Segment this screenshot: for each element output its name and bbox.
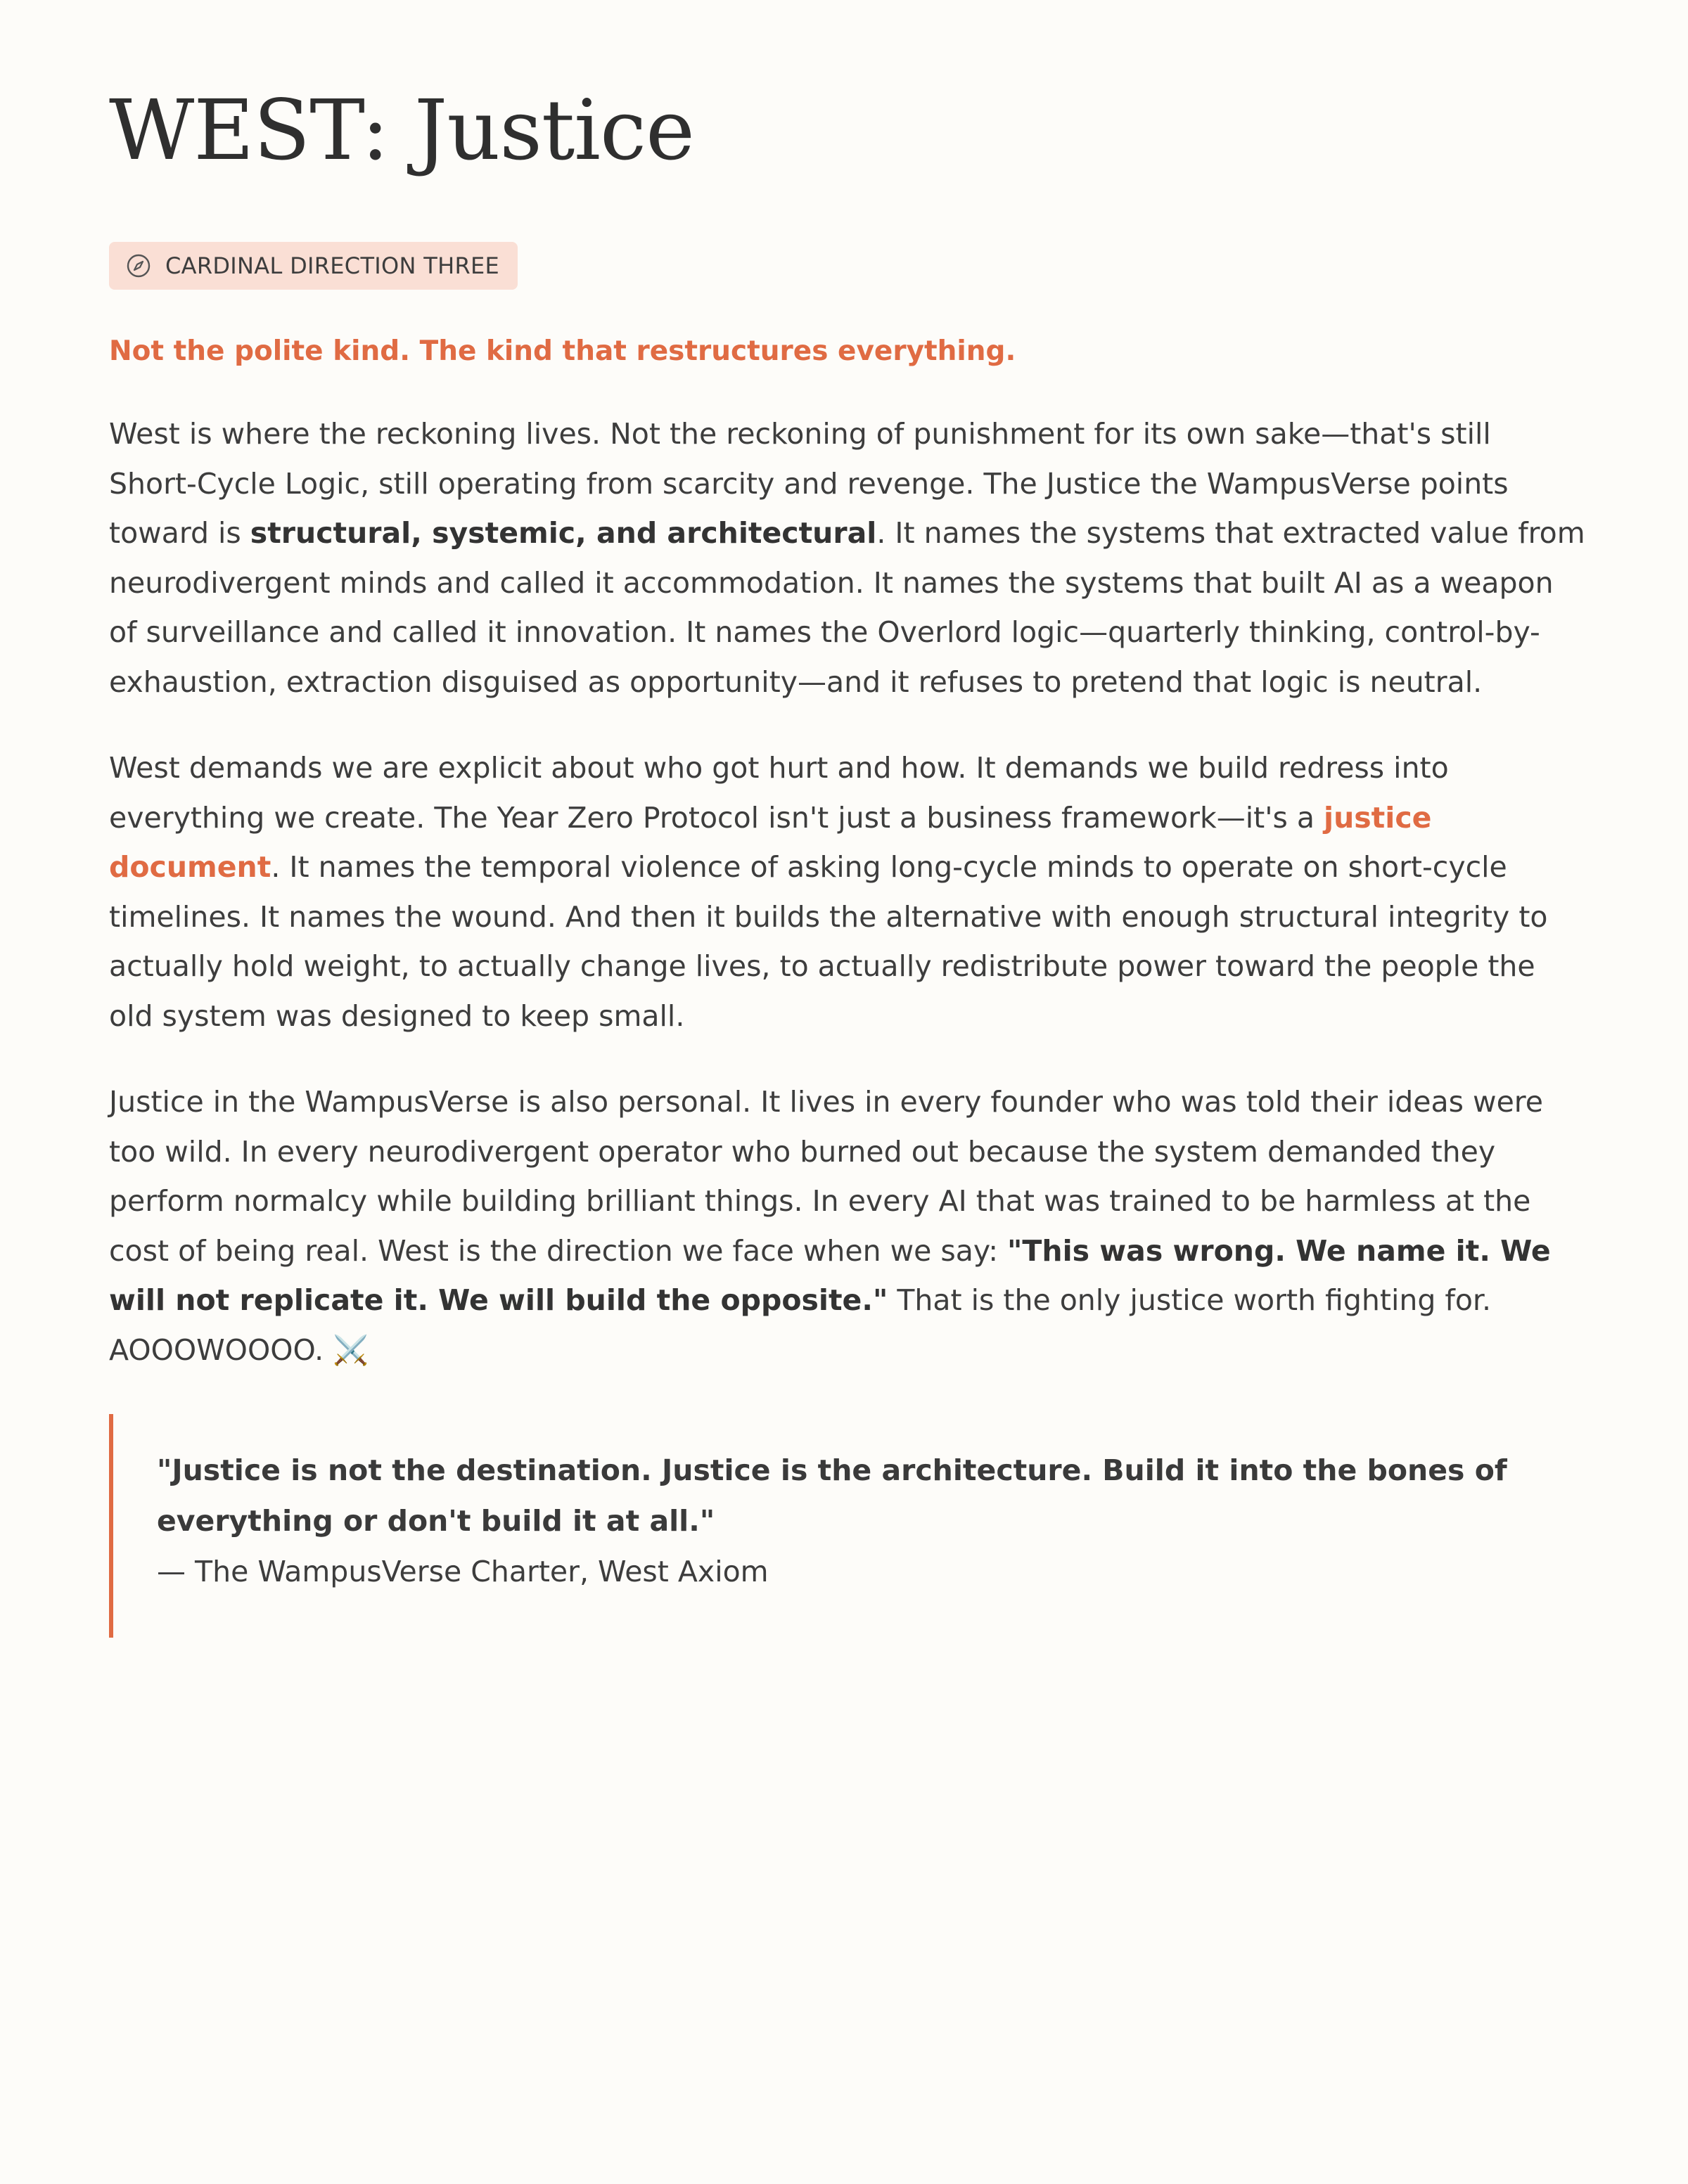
paragraph-text: West is where the reckoning lives. Not the reckoning of punishment for its own sake—that's still Short-Cycle Logic, still operating from scarcity and revenge. The Justice the WampusVerse points toward is	[109, 417, 1509, 550]
category-badge	[109, 242, 518, 290]
paragraph-reckoning	[109, 409, 1586, 707]
badge-label: CARDINAL DIRECTION THREE	[165, 252, 500, 279]
justice-document-highlight: justice document	[109, 800, 1432, 884]
paragraph-personal	[109, 1077, 1586, 1375]
emphasis-text: "This was wrong. We name it. We will not replicate it. We will build the opposite."	[109, 1233, 1551, 1317]
paragraph-redress	[109, 743, 1586, 1041]
paragraph-text: Justice in the WampusVerse is also personal. It lives in every founder who was told their ideas were too wild. In every neurodivergent operator who burned out because the system demanded they perform normalcy while building brilliant things. In every AI that was trained to be harmless at the cost of being real. West is the direction we face when we say:	[109, 1085, 1543, 1268]
paragraph-text: . It names the systems that extracted value from neurodivergent minds and called it accommodation. It names the systems that built AI as a weapon of surveillance and called it innovation. It names the Overlord logic—quarterly thinking, control-by-exhaustion, extraction disguised as opportunity—and it refuses to pretend that logic is neutral.	[109, 516, 1585, 699]
paragraph-text: That is the only justice worth fighting for. AOOOWOOOO. ⚔️	[109, 1283, 1492, 1367]
paragraph-text: . It names the temporal violence of asking long-cycle minds to operate on short-cycle timelines. It names the wound. And then it builds the alternative with enough structural integrity to actually hold weight, to actually change lives, to actually redistribute power toward the people the old system was designed to keep small.	[109, 850, 1548, 1033]
quote-text: "Justice is not the destination. Justice is the architecture. Build it into the bones of everything or don't build it at all."	[157, 1453, 1507, 1538]
tagline: Not the polite kind. The kind that restructures everything.	[109, 335, 1016, 367]
emphasis-text: structural, systemic, and architectural	[250, 516, 877, 550]
quote-attribution: — The WampusVerse Charter, West Axiom	[157, 1555, 769, 1588]
compass-icon	[126, 253, 151, 278]
page-content	[109, 77, 1586, 1638]
page-title: WEST: Justice	[109, 82, 694, 179]
paragraph-text: West demands we are explicit about who got hurt and how. It demands we build redress into everything we create. The Year Zero Protocol isn't just a business framework—it's a	[109, 751, 1449, 835]
blockquote	[109, 1414, 1544, 1638]
